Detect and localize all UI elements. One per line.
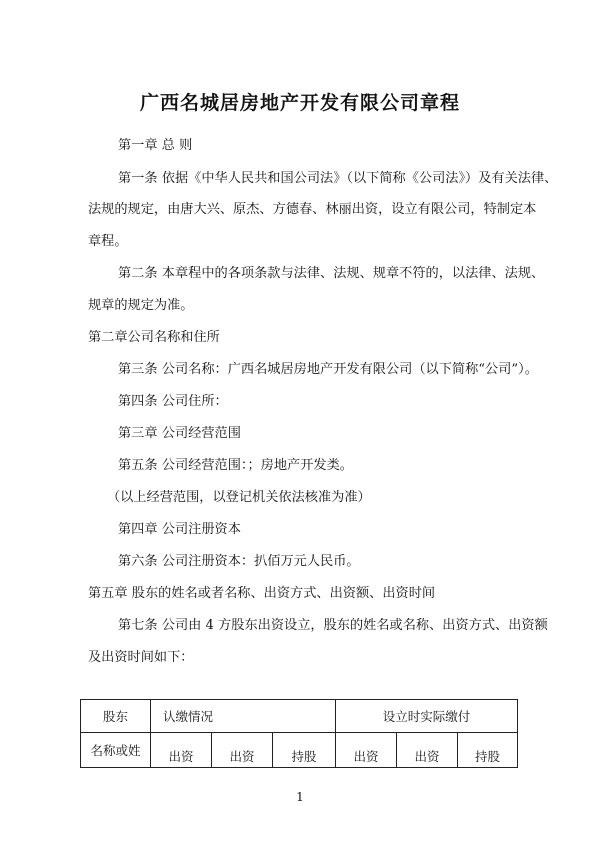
subcol-contribution-1: 出资: [151, 733, 212, 768]
article-1-line-1: 第一条 依据《中华人民共和国公司法》（以下简称《公司法》）及有关法律、: [118, 171, 558, 186]
header-actual-paid: 设立时实际缴付: [336, 700, 518, 733]
article-5: 第五条 公司经营范围：；房地产开发类。: [118, 458, 353, 473]
page-number: 1: [296, 790, 304, 804]
article-3: 第三条 公司名称：广西名城居房地产开发有限公司（以下简称“公司”）。: [118, 362, 538, 377]
subcol-shareholding-1: 持股: [273, 733, 336, 768]
article-7-line-1: 第七条 公司由 4 方股东出资设立，股东的姓名或名称、出资方式、出资额: [118, 618, 548, 633]
shareholder-table: [80, 699, 518, 768]
table-header-row: [81, 700, 518, 733]
header-shareholder-name: 名称或姓: [81, 733, 151, 768]
article-7-line-2: 及出资时间如下：: [88, 650, 194, 665]
subcol-shareholding-2: 持股: [458, 733, 518, 768]
header-subscribed: 认缴情况: [151, 700, 336, 733]
article-1-line-3: 章程。: [88, 234, 128, 249]
chapter-2-heading: 第二章公司名称和住所: [88, 330, 220, 345]
subcol-contribution-2: 出资: [212, 733, 273, 768]
business-scope-note: （以上经营范围，以登记机关依法核准为准）: [107, 490, 371, 505]
document-title: 广西名城居房地产开发有限公司章程: [139, 92, 460, 114]
chapter-1-heading: 第一章 总 则: [118, 138, 193, 153]
subcol-contribution-3: 出资: [336, 733, 397, 768]
table-subheader-row: [81, 733, 518, 768]
subcol-contribution-4: 出资: [397, 733, 458, 768]
article-2-line-1: 第二条 本章程中的各项条款与法律、法规、规章不符的，以法律、法规、: [118, 266, 545, 281]
chapter-5-heading: 第五章 股东的姓名或者名称、出资方式、出资额、出资时间: [88, 586, 436, 601]
chapter-4-heading: 第四章 公司注册资本: [118, 522, 241, 537]
article-6: 第六条 公司注册资本：扒佰万元人民币。: [118, 554, 360, 569]
article-1-line-2: 法规的规定，由唐大兴、原杰、方德春、林丽出资，设立有限公司，特制定本: [88, 202, 537, 217]
article-2-line-2: 规章的规定为准。: [88, 298, 194, 313]
chapter-3-heading: 第三章 公司经营范围: [118, 426, 241, 441]
header-shareholder: 股东: [81, 700, 151, 733]
article-4: 第四条 公司住所：: [118, 394, 228, 409]
